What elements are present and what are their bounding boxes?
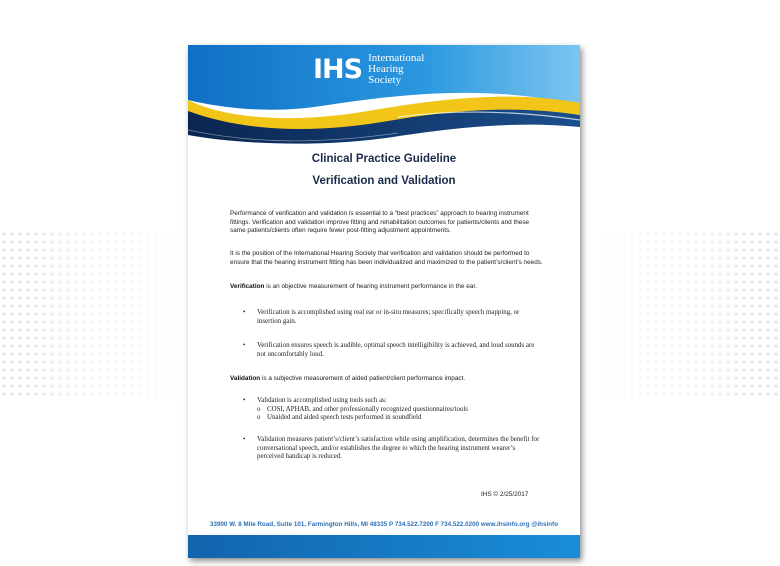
- bullet-glyph: •: [243, 436, 246, 443]
- halftone-decoration-left: [0, 230, 200, 400]
- verification-bullet: [243, 342, 543, 359]
- ihs-logo: [313, 53, 424, 86]
- position-paragraph: It is the position of the International Hearing Society that verification and validation should be performed to ensure that the hearing instrument fitting has been individualized and maximized to the patient’s/client’s needs.: [230, 250, 543, 266]
- footer-contact: 33900 W. 8 Mile Road, Suite 101, Farmington Hills, MI 48335 P 734.522.7200 F 734.522.0200 www.ihsinfo.org @ihsinfo: [209, 521, 559, 528]
- verification-bullet-text: Verification is accomplished using real ear or in-situ measures; specifically speech mapping, or insertion gain.: [257, 309, 520, 325]
- logo-mark: IHS: [313, 53, 363, 85]
- logo-name-line-1: International: [368, 52, 425, 64]
- validation-bullet-text: Validation is accomplished using tools such as:: [257, 397, 387, 404]
- bullet-glyph: •: [243, 397, 246, 404]
- verification-definition: [230, 283, 546, 292]
- validation-bullet: [243, 436, 543, 462]
- verification-bullet-text: Verification ensures speech is audible, optimal speech intelligibility is achieved, and loud sounds are not uncomfortably loud.: [257, 342, 535, 358]
- logo-name-line-3: Society: [368, 74, 402, 86]
- sub-bullet-glyph: o: [257, 414, 261, 422]
- validation-sub-item: [243, 414, 543, 423]
- halftone-decoration-right: [580, 230, 780, 400]
- validation-term: Validation: [230, 375, 261, 382]
- validation-definition: [230, 375, 546, 384]
- document-title: Clinical Practice Guideline: [311, 153, 457, 165]
- validation-sub-item-text: Unaided and aided speech tests performed in soundfield: [267, 414, 422, 422]
- footer-bar: [188, 535, 580, 558]
- bullet-glyph: •: [243, 342, 246, 349]
- validation-bullet-text: Validation measures patient’s/client’s satisfaction while using amplification, determines the benefit for conversational speech, and/or establishes the degree to which the hearing instrument wearer’s perceived handicap is reduced.: [257, 436, 540, 461]
- verification-definition-text: is an objective measurement of hearing instrument performance in the ear.: [264, 283, 477, 290]
- sub-bullet-glyph: o: [257, 405, 261, 413]
- document-subtitle: Verification and Validation: [312, 175, 456, 187]
- validation-bullet: [243, 397, 543, 423]
- verification-term: Verification: [230, 283, 265, 290]
- intro-paragraph: Performance of verification and validation is essential to a “best practices” approach to hearing instrument fittings. Verification and validation improve fitting and rehabilitation outcomes for patients/clients and these same patients/clients often require fewer post-fitting adjustment appointments.: [230, 210, 530, 235]
- logo-name: [368, 53, 424, 86]
- validation-sub-item-text: COSI, APHAB, and other professionally recognized questionnaires/tools: [267, 405, 468, 413]
- signature-date: IHS © 2/25/2017: [481, 491, 529, 498]
- document-page: [188, 45, 580, 558]
- validation-sub-item: [243, 406, 543, 415]
- verification-bullet: [243, 309, 543, 326]
- bullet-glyph: •: [243, 309, 246, 316]
- logo-name-line-2: Hearing: [368, 63, 404, 75]
- validation-definition-text: is a subjective measurement of aided patient/client performance impact.: [260, 375, 466, 382]
